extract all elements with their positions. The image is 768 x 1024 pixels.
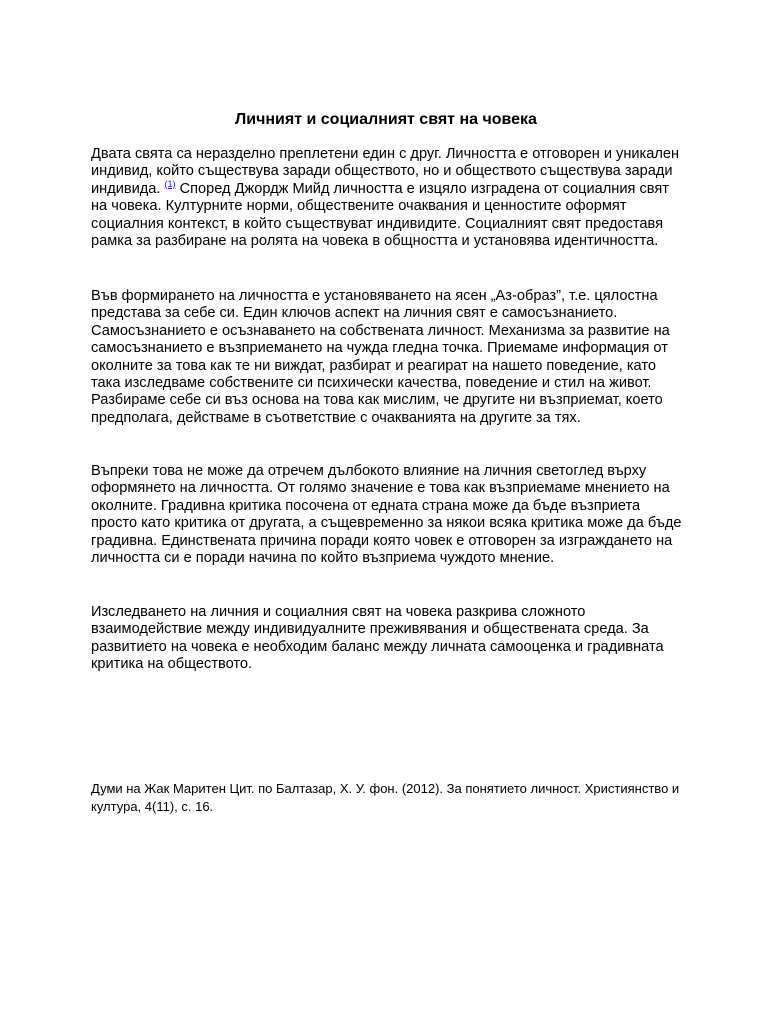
- paragraph-1: [91, 146, 683, 250]
- footnote-reference-link[interactable]: (1): [164, 178, 176, 189]
- paragraph-3: Въпреки това не може да отречем дълбокото влияние на личния светоглед върху оформянето на личността. От голямо значение е това как възприемаме мнението на околните. Градивна критика посочена от едната страна може да бъде възприета просто като критика от другата, а същевременно за някои всяка критика може да бъде градивна. Единствената причина поради която човек е отговорен за изграждането на личността си е поради начина по който възприема чуждото мнение.: [91, 463, 682, 567]
- paragraph-1-text-start: Двата свята са неразделно преплетени един с друг. Личността е отговорен и уникален индивид, който съществува заради обществото, но и обществото съществува заради индивида.: [91, 146, 680, 197]
- paragraph-1-text-end: Според Джордж Мийд личността е изцяло изградена от социалния свят на човека. Културните норми, обществените очаквания и ценностите оформят социалния контекст, в който съществуват индивидите. Социалният свят предоставя рамка за разбиране на ролята на човека в общността и установява идентичността.: [91, 180, 669, 250]
- paragraph-4: Изследването на личния и социалния свят на човека разкрива сложното взаимодействие между индивидуалните преживявания и обществената среда. За развитието на човека е необходим баланс между личната самооценка и градивната критика на обществото.: [91, 604, 664, 673]
- paragraph-2: Във формирането на личността е установяването на ясен „Аз-образ”, т.е. цялостна представа за себе си. Един ключов аспект на личния свят е самосъзнанието. Самосъзнанието е осъзнаването на собствената личност. Механизма за развитие на самосъзнанието е възприемането на чужда гледна точка. Приемаме информация от околните за това как те ни виждат, разбират и реагират на нашето поведение, като така изследваме собствените си психически качества, поведение и стил на живот. Разбираме себе си въз основа на това как мислим, че другите ни възприемат, което предполага, действаме в съответствие с очакванията на другите за тях.: [91, 288, 670, 426]
- footnote-text: Думи на Жак Маритен Цит. по Балтазар, Х. У. фон. (2012). За понятието личност. Християнство и култура, 4(11), с. 16.: [91, 781, 680, 814]
- document-title: Личният и социалният свят на човека: [235, 111, 537, 128]
